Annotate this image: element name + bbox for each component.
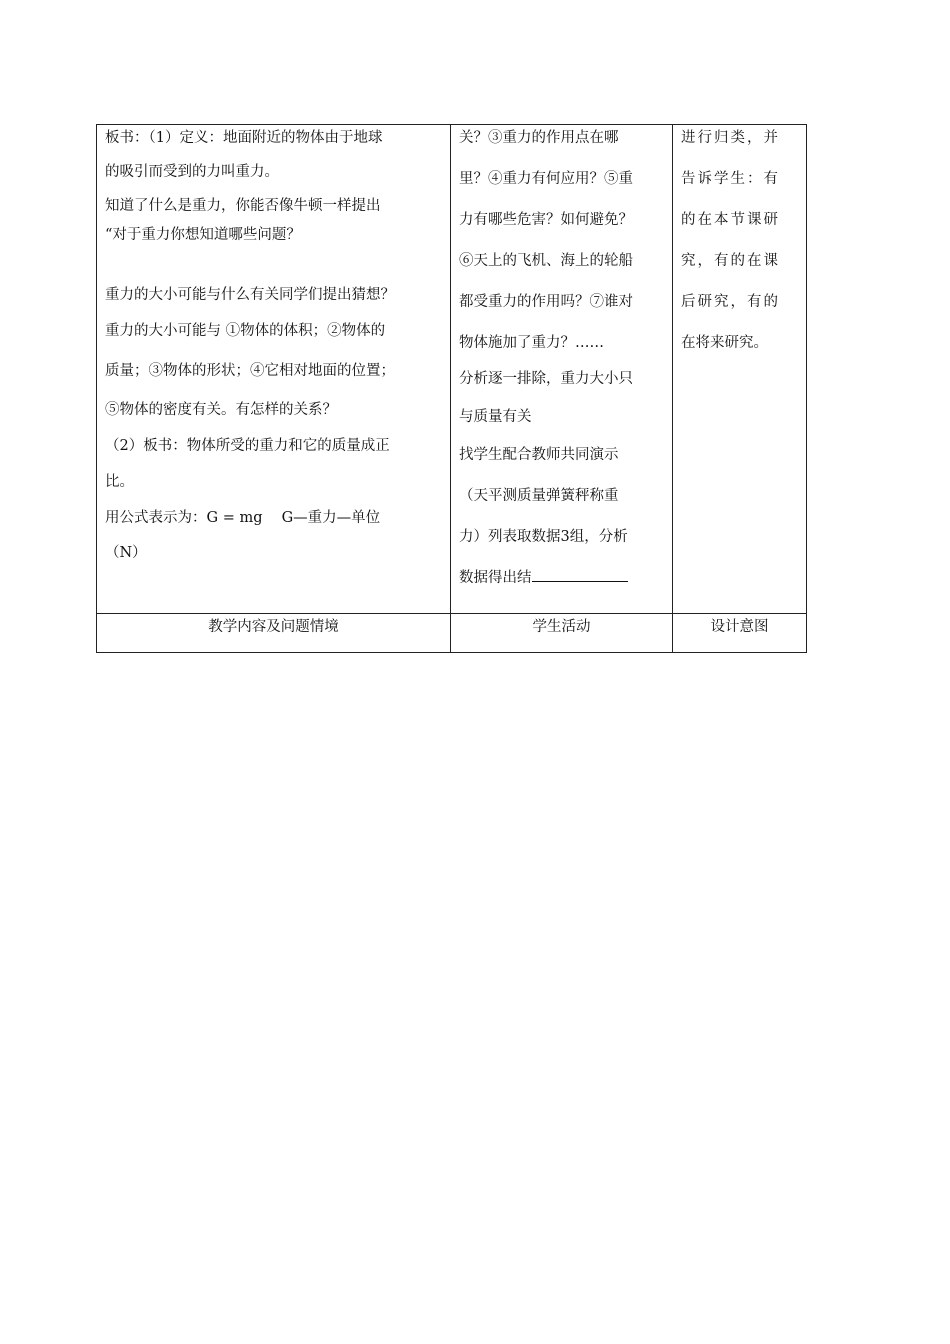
text-line: 的在本节课研 — [681, 212, 780, 228]
text-line: 告诉学生：有 — [681, 171, 780, 187]
text-line: ⑥天上的飞机、海上的轮船 — [459, 253, 633, 269]
text-line: 关？③重力的作用点在哪 — [459, 130, 619, 146]
answer-blank — [532, 563, 628, 582]
text-line: （天平测质量弹簧秤称重 — [459, 488, 619, 504]
text-line — [105, 254, 442, 278]
text-line: 进行归类，并 — [681, 130, 780, 146]
text-line: 在将来研究。 — [681, 335, 768, 351]
text-line: 找学生配合教师共同演示 — [459, 447, 619, 463]
text-line: ⑤物体的密度有关。有怎样的关系？ — [105, 402, 337, 418]
text-line: 都受重力的作用吗？⑦谁对 — [459, 294, 633, 310]
text-line: 比。 — [105, 474, 134, 490]
text-line: 与质量有关 — [459, 409, 532, 425]
text-line: 重力的大小可能与什么有关同学们提出猜想？ — [105, 287, 395, 303]
student-activity-cell — [451, 125, 673, 614]
text-line: 分析逐一排除，重力大小只 — [459, 371, 633, 387]
text-line: （2）板书：物体所受的重力和它的质量成正 — [105, 438, 390, 454]
text-line: 物体施加了重力？…… — [459, 335, 604, 351]
header-design-intent: 设计意图 — [673, 614, 807, 653]
text-line: 重力的大小可能与 ①物体的体积；②物体的 — [105, 323, 386, 339]
header-teaching-content: 教学内容及问题情境 — [97, 614, 451, 653]
text-line: 究，有的在课 — [681, 253, 780, 269]
header-row — [97, 614, 807, 653]
text-line: 知道了什么是重力，你能否像牛顿一样提出 — [105, 198, 381, 214]
text-line: 里？④重力有何应用？⑤重 — [459, 171, 633, 187]
text-line: 质量；③物体的形状；④它相对地面的位置； — [105, 363, 395, 379]
text-line: “对于重力你想知道哪些问题？ — [105, 227, 301, 243]
text-line: （N） — [105, 545, 147, 561]
text-line-label: 数据得出结 — [459, 570, 532, 586]
text-line: 的吸引而受到的力叫重力。 — [105, 164, 279, 180]
lesson-plan-table — [96, 124, 807, 653]
text-line: 后研究，有的 — [681, 294, 780, 310]
teaching-content-cell — [97, 125, 451, 614]
design-intent-cell — [673, 125, 807, 614]
text-line: 力有哪些危害？如何避免？ — [459, 212, 633, 228]
text-line: 板书：（1）定义：地面附近的物体由于地球 — [105, 130, 383, 146]
text-line: 力）列表取数据3组，分析 — [459, 529, 628, 545]
text-line — [459, 563, 664, 597]
content-row — [97, 125, 807, 614]
header-student-activity: 学生活动 — [451, 614, 673, 653]
text-line: 用公式表示为：G = mg G—重力—单位 — [105, 510, 381, 526]
